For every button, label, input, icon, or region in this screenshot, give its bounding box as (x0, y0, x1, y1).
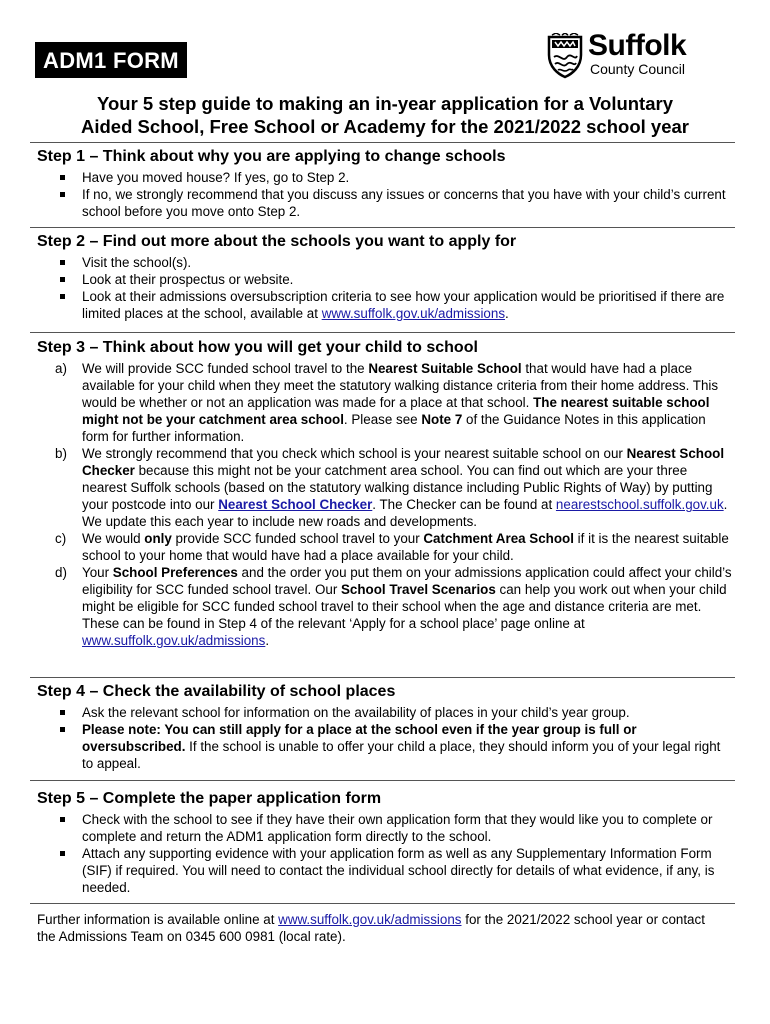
text: of the Guidance Notes in this application form for further information. (82, 412, 706, 444)
text: that would have had a place available for your child when they meet the statutory walking distance criteria from their home address. This would be whether or not an application was made for a place at that school. (82, 361, 719, 410)
text: because this might not be your catchment area school. You can find out which are your three nearest Suffolk schools (based on the statutory walking distance including Public Rights of Way) by putting your postcode into our (82, 463, 713, 512)
step-4-section (37, 682, 735, 772)
bold-text: Nearest School Checker (82, 446, 725, 478)
divider (30, 780, 735, 781)
step-4-heading: Step 4 – Check the availability of school places (37, 683, 396, 700)
step-5-section (37, 789, 735, 896)
list-item: Ask the relevant school for information on the availability of places in your child’s year group. (37, 704, 735, 721)
step-1-heading: Step 1 – Think about why you are applying to change schools (37, 148, 506, 165)
text: We would (82, 531, 145, 546)
council-crest-icon (546, 33, 584, 79)
footer-note (37, 911, 727, 945)
nearestschool-link[interactable]: nearestschool.suffolk.gov.uk (555, 497, 724, 512)
list-item (37, 288, 735, 322)
admissions-link[interactable]: www.suffolk.gov.uk/admissions (278, 912, 462, 927)
admissions-link[interactable]: www.suffolk.gov.uk/admissions (321, 306, 506, 321)
text: provide SCC funded school travel to your (171, 531, 424, 546)
logo-council: County Council (590, 61, 685, 77)
bold-text: School Travel Scenarios (341, 582, 496, 597)
logo-name: Suffolk (588, 29, 687, 62)
step-2-section (37, 232, 735, 322)
bold-text: Nearest Suitable School (368, 361, 522, 376)
list-item: Attach any supporting evidence with your application form as well as any Supplementary Information Form (SIF) if required. You will need to contact the individual school directly for details of what evidence, if any, is needed. (37, 845, 735, 896)
form-code-badge: ADM1 FORM (35, 42, 187, 78)
page-title (30, 92, 740, 138)
item-marker: b) (55, 446, 67, 461)
text: If the school is unable to offer your child a place, they should inform you of your legal right to appeal. (82, 739, 721, 771)
step-5-list (37, 811, 735, 896)
step-3-heading: Step 3 – Think about how you will get your child to school (37, 339, 478, 356)
text: We strongly recommend that you check which school is your nearest suitable school on our (82, 446, 627, 461)
bold-text: Please note: You can still apply for a place at the school even if the year group is full or oversubscribed. (82, 722, 637, 754)
bold-text: The nearest suitable school might not be your catchment area school (82, 395, 710, 427)
text: . (265, 633, 270, 648)
divider (30, 227, 735, 228)
step-2-heading: Step 2 – Find out more about the schools you want to apply for (37, 233, 517, 250)
text: . Please see (343, 412, 422, 427)
list-item: If no, we strongly recommend that you discuss any issues or concerns that you have with your child’s current school before you move onto Step 2. (37, 186, 735, 220)
suffolk-county-council-logo (546, 29, 716, 83)
bold-text: only (144, 531, 172, 546)
title-line-1: Your 5 step guide to making an in-year application for a Voluntary (97, 93, 673, 114)
item-marker: c) (55, 531, 67, 546)
bold-text: Catchment Area School (423, 531, 574, 546)
divider (30, 332, 735, 333)
step-1-section (37, 147, 735, 220)
title-line-2: Aided School, Free School or Academy for the 2021/2022 school year (81, 116, 689, 137)
step-3-section (37, 338, 735, 649)
list-item: Look at their prospectus or website. (37, 271, 735, 288)
step-3-list (37, 360, 735, 649)
text: and the order you put them on your admissions application could affect your child’s eligibility for SCC funded school travel. Our (82, 565, 732, 597)
step-4-list (37, 704, 735, 772)
list-item: Have you moved house? If yes, go to Step 2. (37, 169, 735, 186)
step-5-heading: Step 5 – Complete the paper application form (37, 790, 382, 807)
text: . We update this each year to include new roads and developments. (82, 497, 728, 529)
bold-text: School Preferences (112, 565, 238, 580)
divider (30, 677, 735, 678)
list-item (37, 721, 735, 772)
bold-text: Note 7 (421, 412, 463, 427)
text: for the 2021/2022 school year or contact the Admissions Team on 0345 600 0981 (local rate). (37, 912, 705, 944)
text: . (505, 306, 509, 321)
list-item (37, 360, 735, 445)
divider (30, 142, 735, 143)
text: . The Checker can be found at (372, 497, 556, 512)
text: can help you work out when your child might be eligible for SCC funded school travel to their school when the age and distance criteria are met. These can be found in Step 4 of the relevant ‘Apply for a school place’ page online at (82, 582, 727, 631)
list-item: Check with the school to see if they have their own application form that they would like you to complete or complete and return the ADM1 application form directly to the school. (37, 811, 735, 845)
text: Your (82, 565, 113, 580)
list-item (37, 564, 735, 649)
text: Look at their admissions oversubscription criteria to see how your application would be prioritised if there are limited places at the school, available at (82, 289, 725, 321)
list-item (37, 530, 735, 564)
step-1-list (37, 169, 735, 220)
text: if it is the nearest suitable school to your home that would have had a place available for your child. (82, 531, 729, 563)
step-2-list (37, 254, 735, 322)
list-item (37, 445, 735, 530)
divider (30, 903, 735, 904)
item-marker: a) (55, 361, 67, 376)
admissions-link[interactable]: www.suffolk.gov.uk/admissions (82, 633, 266, 648)
text: Further information is available online at (37, 912, 279, 927)
item-marker: d) (55, 565, 67, 580)
nearest-school-checker-link[interactable]: Nearest School Checker (218, 497, 373, 512)
text: We will provide SCC funded school travel to the (82, 361, 369, 376)
list-item: Visit the school(s). (37, 254, 735, 271)
